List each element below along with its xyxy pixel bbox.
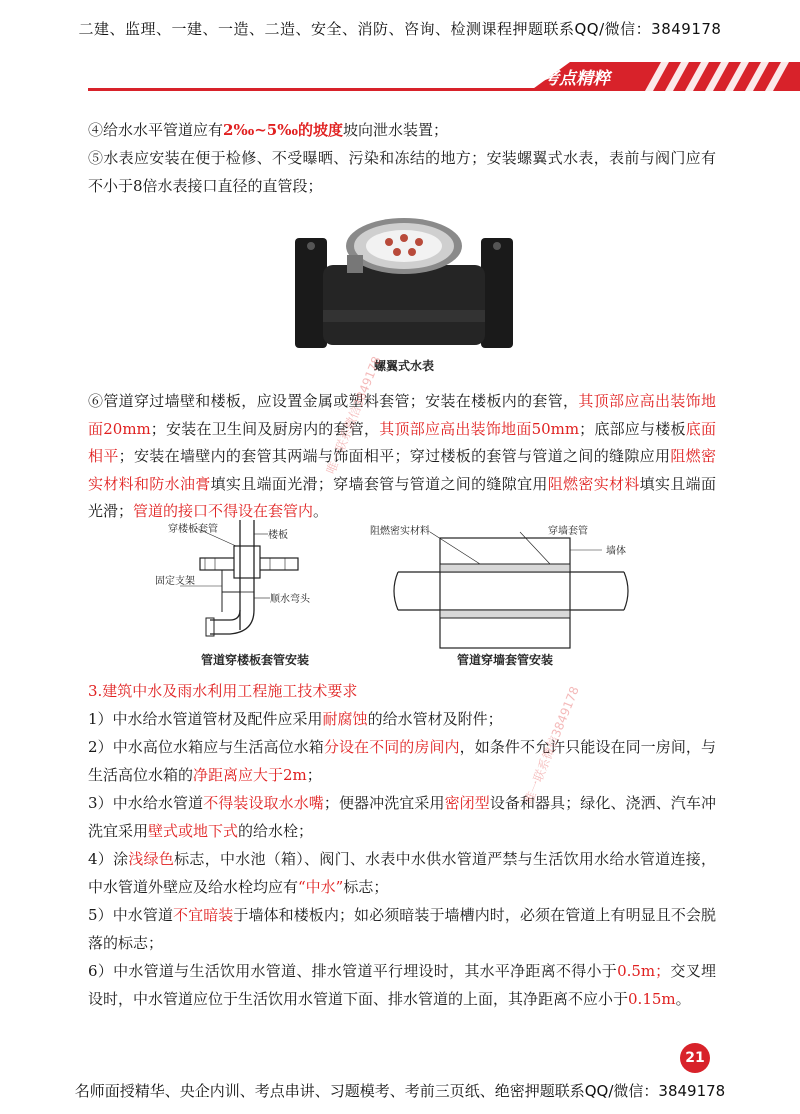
section-header-bar — [88, 62, 800, 92]
label-elbow: 顺水弯头 — [270, 594, 310, 605]
bottom-banner: 名师面授精华、央企内训、考点串讲、习题模考、考前三页纸、绝密押题联系QQ/微信：3849178 — [74, 1082, 726, 1100]
item-2: 2）中水高位水箱应与生活高位水箱分设在不同的房间内，如条件不允许只能设在同一房间，与生活高位水箱的净距离应大于2m； — [88, 738, 716, 784]
watermark: 唯一联系微信3849178 — [323, 354, 384, 476]
header-stripes-decoration — [625, 62, 800, 91]
top-banner: 二建、监理、一建、一造、二造、安全、消防、咨询、检测课程押题联系QQ/微信：3849178 — [78, 20, 722, 38]
header-label: 考点精粹 — [542, 69, 610, 89]
highlight-slope: 2‰~5‰的坡度 — [223, 121, 344, 139]
paragraph-4: ④给水水平管道应有2‰~5‰的坡度坡向泄水装置； — [88, 121, 449, 139]
label-wall: 墙体 — [606, 546, 626, 557]
label-wall-sleeve: 穿墙套管 — [548, 526, 588, 537]
page-number: 21 — [680, 1043, 710, 1073]
diagram-left-caption: 管道穿楼板套管安装 — [200, 653, 309, 667]
watermark: 唯一联系微信3849178 — [521, 684, 582, 806]
item-1: 1）中水给水管道管材及配件应采用耐腐蚀的给水管材及附件； — [88, 710, 503, 728]
wall-sleeve-diagram — [370, 520, 640, 650]
section-3-heading: 3.建筑中水及雨水利用工程施工技术要求 — [88, 682, 358, 700]
diagram-right-caption: 管道穿墙套管安装 — [456, 653, 553, 667]
label-floor-sleeve: 穿楼板套管 — [168, 524, 218, 535]
item-4: 4）涂浅绿色标志，中水池（箱）、阀门、水表中水供水管道严禁与生活饮用水给水管道连接，中水管道外壁应及给水栓均应有“中水”标志； — [88, 850, 716, 896]
paragraph-5: ⑤水表应安装在便于检修、不受曝晒、污染和冻结的地方；安装螺翼式水表，表前与阀门应有不小于8倍水表接口直径的直管段； — [88, 149, 716, 195]
label-fixed-bracket: 固定支架 — [155, 576, 195, 587]
item-5: 5）中水管道不宜暗装于墙体和楼板内；如必须暗装于墙槽内时，必须在管道上有明显且不会脱落的标志； — [88, 906, 716, 952]
water-meter-photo — [285, 210, 523, 352]
item-6: 6）中水管道与生活饮用水管道、排水管道平行埋设时，其水平净距离不得小于0.5m；交叉埋设时，中水管道应位于生活饮用水管道下面、排水管道的上面，其净距离不应小于0.15m。 — [88, 962, 716, 1008]
item-3: 3）中水给水管道不得装设取水水嘴；便器冲洗宜采用密闭型设备和器具；绿化、浇洒、汽车冲洗宜采用壁式或地下式的给水栓； — [88, 794, 716, 840]
label-floor-slab: 楼板 — [268, 530, 288, 541]
photo-caption: 螺翼式水表 — [373, 359, 434, 373]
paragraph-6: ⑥管道穿过墙壁和楼板，应设置金属或塑料套管；安装在楼板内的套管，其顶部应高出装饰地面20mm；安装在卫生间及厨房内的套管，其顶部应高出装饰地面50mm；底部应与楼板底面相平；安装在墙壁内的套管其两端与饰面相平；穿过楼板的套管与管道之间的缝隙应用阻燃密实材料和防水油膏填实且端面光滑；穿墙套管与管道之间的缝隙宜用阻燃密实材料填实且端面光滑；管道的接口不得设在套管内。 — [88, 392, 716, 520]
floor-sleeve-diagram — [150, 520, 350, 650]
label-fire-filler: 阻燃密实材料 — [370, 526, 430, 537]
